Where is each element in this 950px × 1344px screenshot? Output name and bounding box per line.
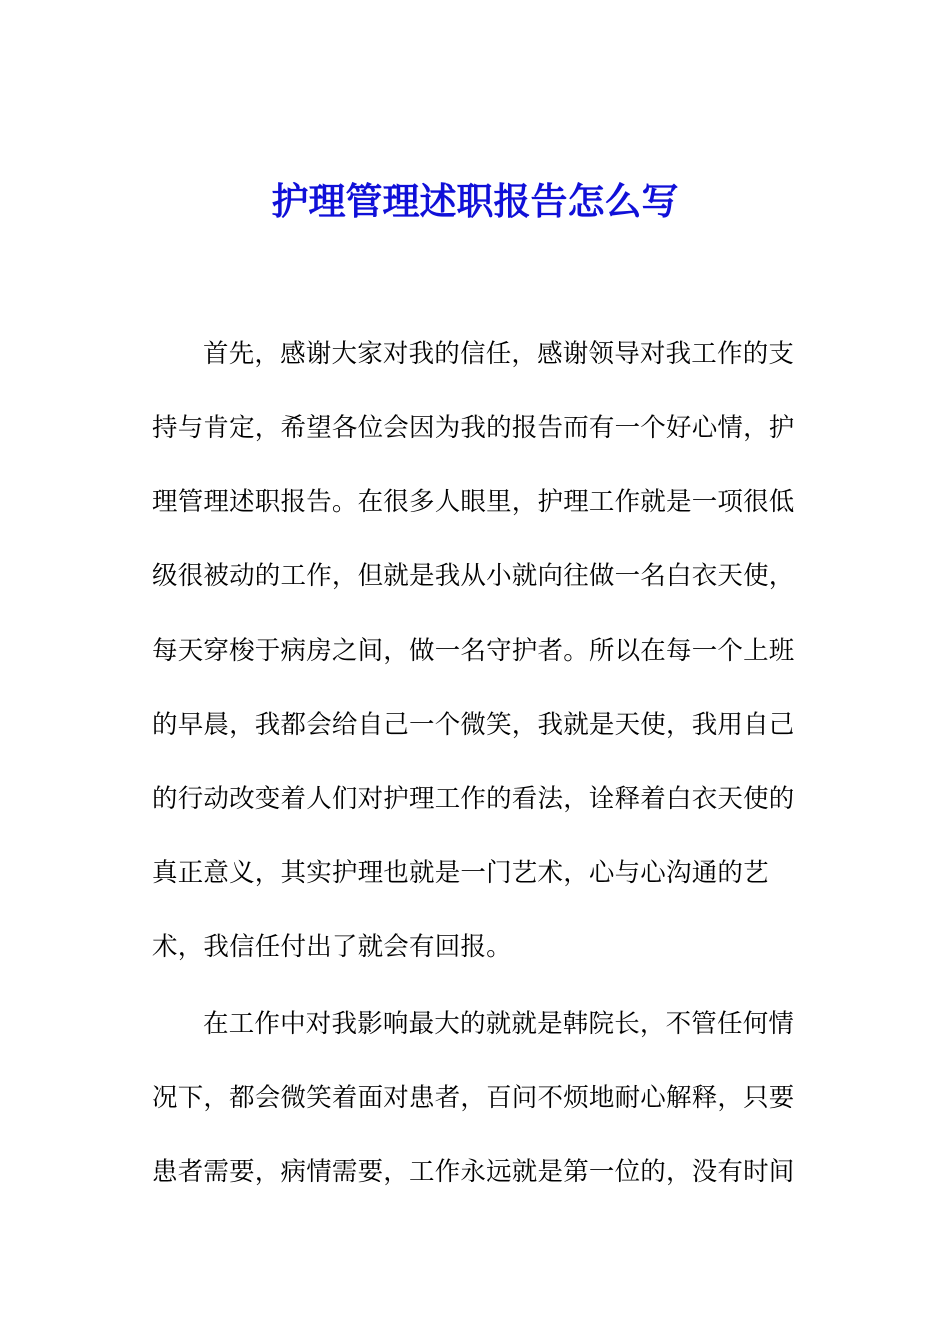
paragraph-1-line-2: 持与肯定，希望各位会因为我的报告而有一个好心情，护 xyxy=(152,413,795,443)
paragraph-1-line-3: 理管理述职报告。在很多人眼里，护理工作就是一项很低 xyxy=(152,487,795,517)
paragraph-2-line-3: 患者需要，病情需要，工作永远就是第一位的，没有时间 xyxy=(152,1157,795,1187)
paragraph-1-line-7: 的行动改变着人们对护理工作的看法，诠释着白衣天使的 xyxy=(152,784,795,814)
document-title: 护理管理述职报告怎么写 xyxy=(271,179,679,223)
paragraph-1-line-1: 首先，感谢大家对我的信任，感谢领导对我工作的支 xyxy=(203,339,795,369)
paragraph-1-line-6: 的早晨，我都会给自己一个微笑，我就是天使，我用自己 xyxy=(152,710,795,740)
paragraph-1-line-8: 真正意义，其实护理也就是一门艺术，心与心沟通的艺 xyxy=(152,858,769,888)
paragraph-1-line-5: 每天穿梭于病房之间，做一名守护者。所以在每一个上班 xyxy=(152,636,795,666)
paragraph-2-line-1: 在工作中对我影响最大的就就是韩院长，不管任何情 xyxy=(203,1009,795,1039)
paragraph-2-line-2: 况下，都会微笑着面对患者，百问不烦地耐心解释，只要 xyxy=(152,1083,795,1113)
paragraph-1-line-4: 级很被动的工作，但就是我从小就向往做一名白衣天使， xyxy=(152,561,795,591)
paragraph-1-line-9: 术，我信任付出了就会有回报。 xyxy=(152,932,512,962)
